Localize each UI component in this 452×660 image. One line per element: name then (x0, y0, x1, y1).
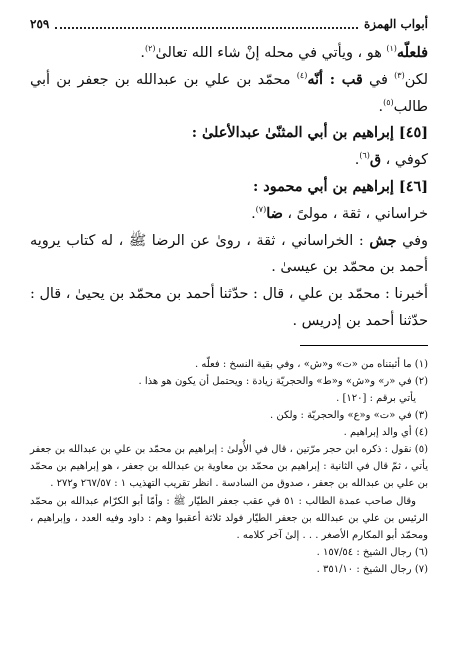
paragraph (30, 228, 428, 282)
source-abbrev: ق (369, 151, 382, 169)
text-run: . (140, 45, 145, 61)
bold-word: فلعلّه (396, 44, 428, 61)
main-text (30, 40, 428, 335)
text-run: هو ، ويأتي في محله إنْ شاء الله تعالىٰ (155, 45, 387, 61)
entry-heading: [٤٥] إبراهيم بن أبي المثنّىٰ عبدالأعلىٰ : (191, 124, 428, 142)
footnote: (٥) نقول : ذكره ابن حجر مرّتين ، قال في الأُولىٰ : إبراهيم بن محمّد بن علي بن عبدالله بن جعفر يأتي ، ثمّ قال في الثانية : إبراهيم بن محمّد بن معاوية بن عبدالله بن جعفر ، هو إبراهيم بن محمّد بن علي بن عبدالله بن جعفر ، صدوق من السادسة . انظر تقريب التهذيب ١ : ٢٦٧/٥٧ و٢٧٢ . (30, 444, 428, 490)
footnote: (٣) في «ت» و«ع» والحجريّة : ولكن . (269, 410, 428, 422)
page-number: ٢٥٩ (30, 17, 50, 31)
text-run: وفي (396, 232, 428, 249)
source-abbrev: قب (341, 70, 363, 88)
text-run: محمّد بن علي بن عبدالله بن جعفر بن أبي طالب (30, 71, 428, 115)
text-run: . (378, 98, 384, 115)
footnote: (٢) في «ر» و«ش» و«ط» والحجريّة زيادة : ويحتمل أن يكون هو هذا . (138, 375, 428, 387)
footnote-marker: (١) (386, 44, 397, 54)
footnotes (30, 356, 428, 578)
source-abbrev: ضا (266, 204, 283, 222)
paragraph: أخبرنا : محمّد بن علي ، قال : حدّثنا أحمد بن محمّد بن يحيىٰ ، قال : حدّثنا أحمد بن إدريس . (30, 286, 428, 329)
footnote-marker: (٦) (359, 151, 370, 161)
book-page (30, 14, 428, 648)
paragraph (30, 40, 428, 67)
paragraph (30, 147, 428, 174)
text-run: : الخراساني ، ثقة ، روىٰ عن الرضا ﷺ ، له كتاب يرويه أحمد بن محمّد بن عيسىٰ . (30, 232, 428, 276)
footnote: (٤) أي والد إبراهيم . (343, 427, 428, 439)
text-run: كوفي ، (381, 152, 428, 169)
text-run: . (251, 205, 256, 222)
source-abbrev: جش (369, 231, 397, 249)
footnote: (١) ما أثبتناه من «ت» و«ش» ، وفي بقية النسخ : فعلّه . (195, 358, 428, 370)
footnote-marker: (٥) (383, 97, 394, 107)
footnote: (٦) رجال الشيخ : ١٥٧/٥٤ . (316, 546, 428, 558)
paragraph (30, 67, 428, 121)
text-run: : أنّه (307, 70, 342, 88)
text-run: في (362, 71, 395, 88)
text-run: لكن (404, 71, 428, 88)
running-title: أبواب الهمزة (363, 17, 428, 31)
footnote-marker: (٤) (296, 71, 308, 80)
footnote-marker: (٢) (144, 44, 156, 54)
footnote: (٧) رجال الشيخ : ٣٥١/١٠ . (316, 563, 428, 575)
page-header (30, 14, 428, 34)
text-run: . (354, 152, 360, 169)
header-dotted-leader (55, 27, 358, 29)
footnote-marker: (٣) (394, 71, 405, 80)
entry-heading: [٤٦] إبراهيم بن أبي محمود : (252, 177, 428, 195)
footnote-separator (300, 345, 428, 346)
footnote-continuation: يأتي برقم : [١٢٠] . (336, 392, 416, 404)
footnote-marker: (٧) (255, 204, 267, 214)
footnote-continuation: وقال صاحب عمدة الطالب : ٥١ في عقب جعفر الطيّار ﷺ : وأمّا أبو الكرّام عبدالله بن محمّد الرئيس بن علي بن عبدالله بن جعفر الطيّار فولد ثلاثة أعقبوا وهم : داود وفيه العدد ، وإبراهيم ، ومحمّد أبو المكارم الأصغر . . . إلىٰ آخر كلامه . (30, 495, 428, 541)
text-run: خراساني ، ثقة ، مولىً ، (282, 205, 428, 222)
paragraph (30, 201, 428, 228)
